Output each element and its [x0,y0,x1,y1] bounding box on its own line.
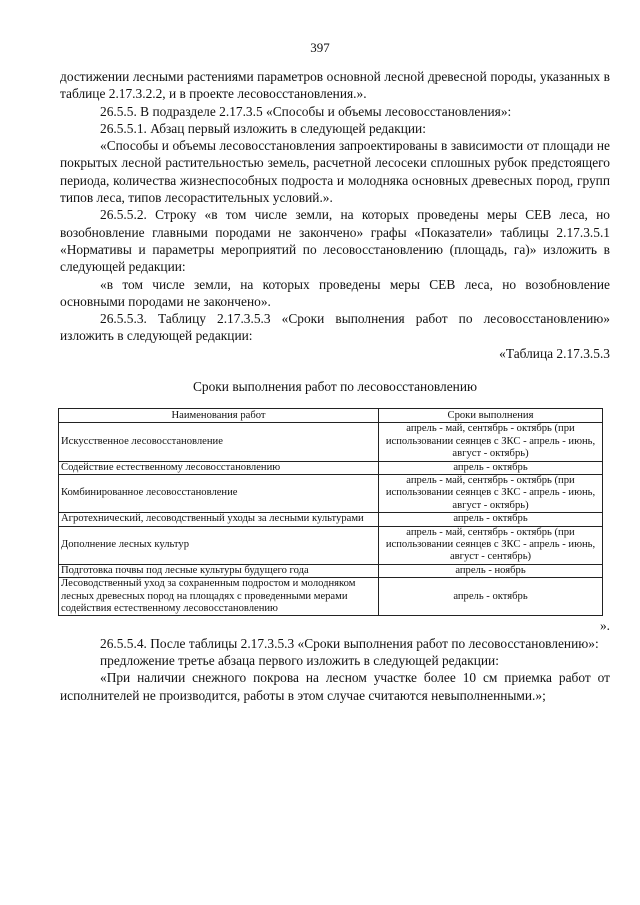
paragraph: 26.5.5.1. Абзац первый изложить в следующей редакции: [100,120,426,136]
table-body [59,423,603,616]
works-schedule-table [58,408,603,616]
paragraphs-after [60,635,610,704]
table-label: «Таблица 2.17.3.5.3 [499,345,610,361]
work-term-cell: апрель - ноябрь [379,564,603,577]
work-name-cell: Лесоводственный уход за сохраненным подростом и молодняком лесных древесных пород на площадях с проведенными мерами содействия естественному лесовосстановлению [59,578,379,616]
table-header-row [59,409,603,423]
work-term-cell: апрель - октябрь [379,513,603,526]
paragraph: 26.5.5.2. Строку «в том числе земли, на которых проведены меры СЕВ леса, но возобновление главными породами не закончено» графы «Показатели» таблицы 2.17.3.5.1 «Нормативы и параметры мероприятий по лесовосстановлению (площадь, га)» изложить в следующей редакции: [60,207,610,275]
work-name-cell: Комбинированное лесовосстановление [59,474,379,512]
page-number: 397 [310,40,330,55]
paragraph: «в том числе земли, на которых проведены меры СЕВ леса, но возобновление основными породами не закончено». [60,276,610,309]
paragraph: предложение третье абзаца первого изложить в следующей редакции: [100,653,499,669]
table-row [59,461,603,474]
table-title: Сроки выполнения работ по лесовосстановлению [192,379,478,395]
header-terms: Сроки выполнения [379,409,603,423]
table-row [59,578,603,616]
paragraph: 26.5.5.3. Таблицу 2.17.3.5.3 «Сроки выполнения работ по лесовосстановлению» изложить в следующей редакции: [60,311,610,344]
work-name-cell: Подготовка почвы под лесные культуры будущего года [59,564,379,577]
work-term-cell: апрель - октябрь [379,578,603,616]
work-name-cell: Содействие естественному лесовосстановлению [59,461,379,474]
paragraph: 26.5.5.4. После таблицы 2.17.3.5.3 «Сроки выполнения работ по лесовосстановлению»: [100,635,599,651]
paragraph: 26.5.5. В подразделе 2.17.3.5 «Способы и объемы лесовосстановления»: [100,103,512,119]
work-name-cell: Искусственное лесовосстановление [59,423,379,461]
work-name-cell: Агротехнический, лесоводственный уходы за лесными культурами [59,513,379,526]
paragraph: «Способы и объемы лесовосстановления запроектированы в зависимости от площади не покрытых лесной растительностью земель, расчетной лесосеки сплошных рубок предстоящего периода, количества жизнеспособных подроста и молодняка основных древесных пород, групп типов леса, типов лесорастительных условий.». [60,138,610,206]
table-row [59,526,603,564]
paragraph: достижении лесными растениями параметров основной лесной древесной породы, указанных в таблице 2.17.3.2.2, и в проекте лесовосстановления.». [60,69,610,102]
header-work-name: Наименования работ [59,409,379,423]
paragraph: «При наличии снежного покрова на лесном участке более 10 см приемка работ от исполнителей не производится, работы в этом случае считаются невыполненными.»; [60,670,610,703]
document-body [60,68,610,704]
work-term-cell: апрель - май, сентябрь - октябрь (при использовании сеянцев с ЗКС - апрель - июнь, август - сентябрь) [379,526,603,564]
table-row [59,564,603,577]
work-term-cell: апрель - май, сентябрь - октябрь (при использовании сеянцев с ЗКС - апрель - июнь, август - октябрь) [379,423,603,461]
table-closing: ». [599,618,610,634]
work-term-cell: апрель - май, сентябрь - октябрь (при использовании сеянцев с ЗКС - апрель - июнь, август - октябрь) [379,474,603,512]
paragraphs-before [60,68,610,345]
work-term-cell: апрель - октябрь [379,461,603,474]
table-row [59,474,603,512]
table-row [59,513,603,526]
work-name-cell: Дополнение лесных культур [59,526,379,564]
table-row [59,423,603,461]
